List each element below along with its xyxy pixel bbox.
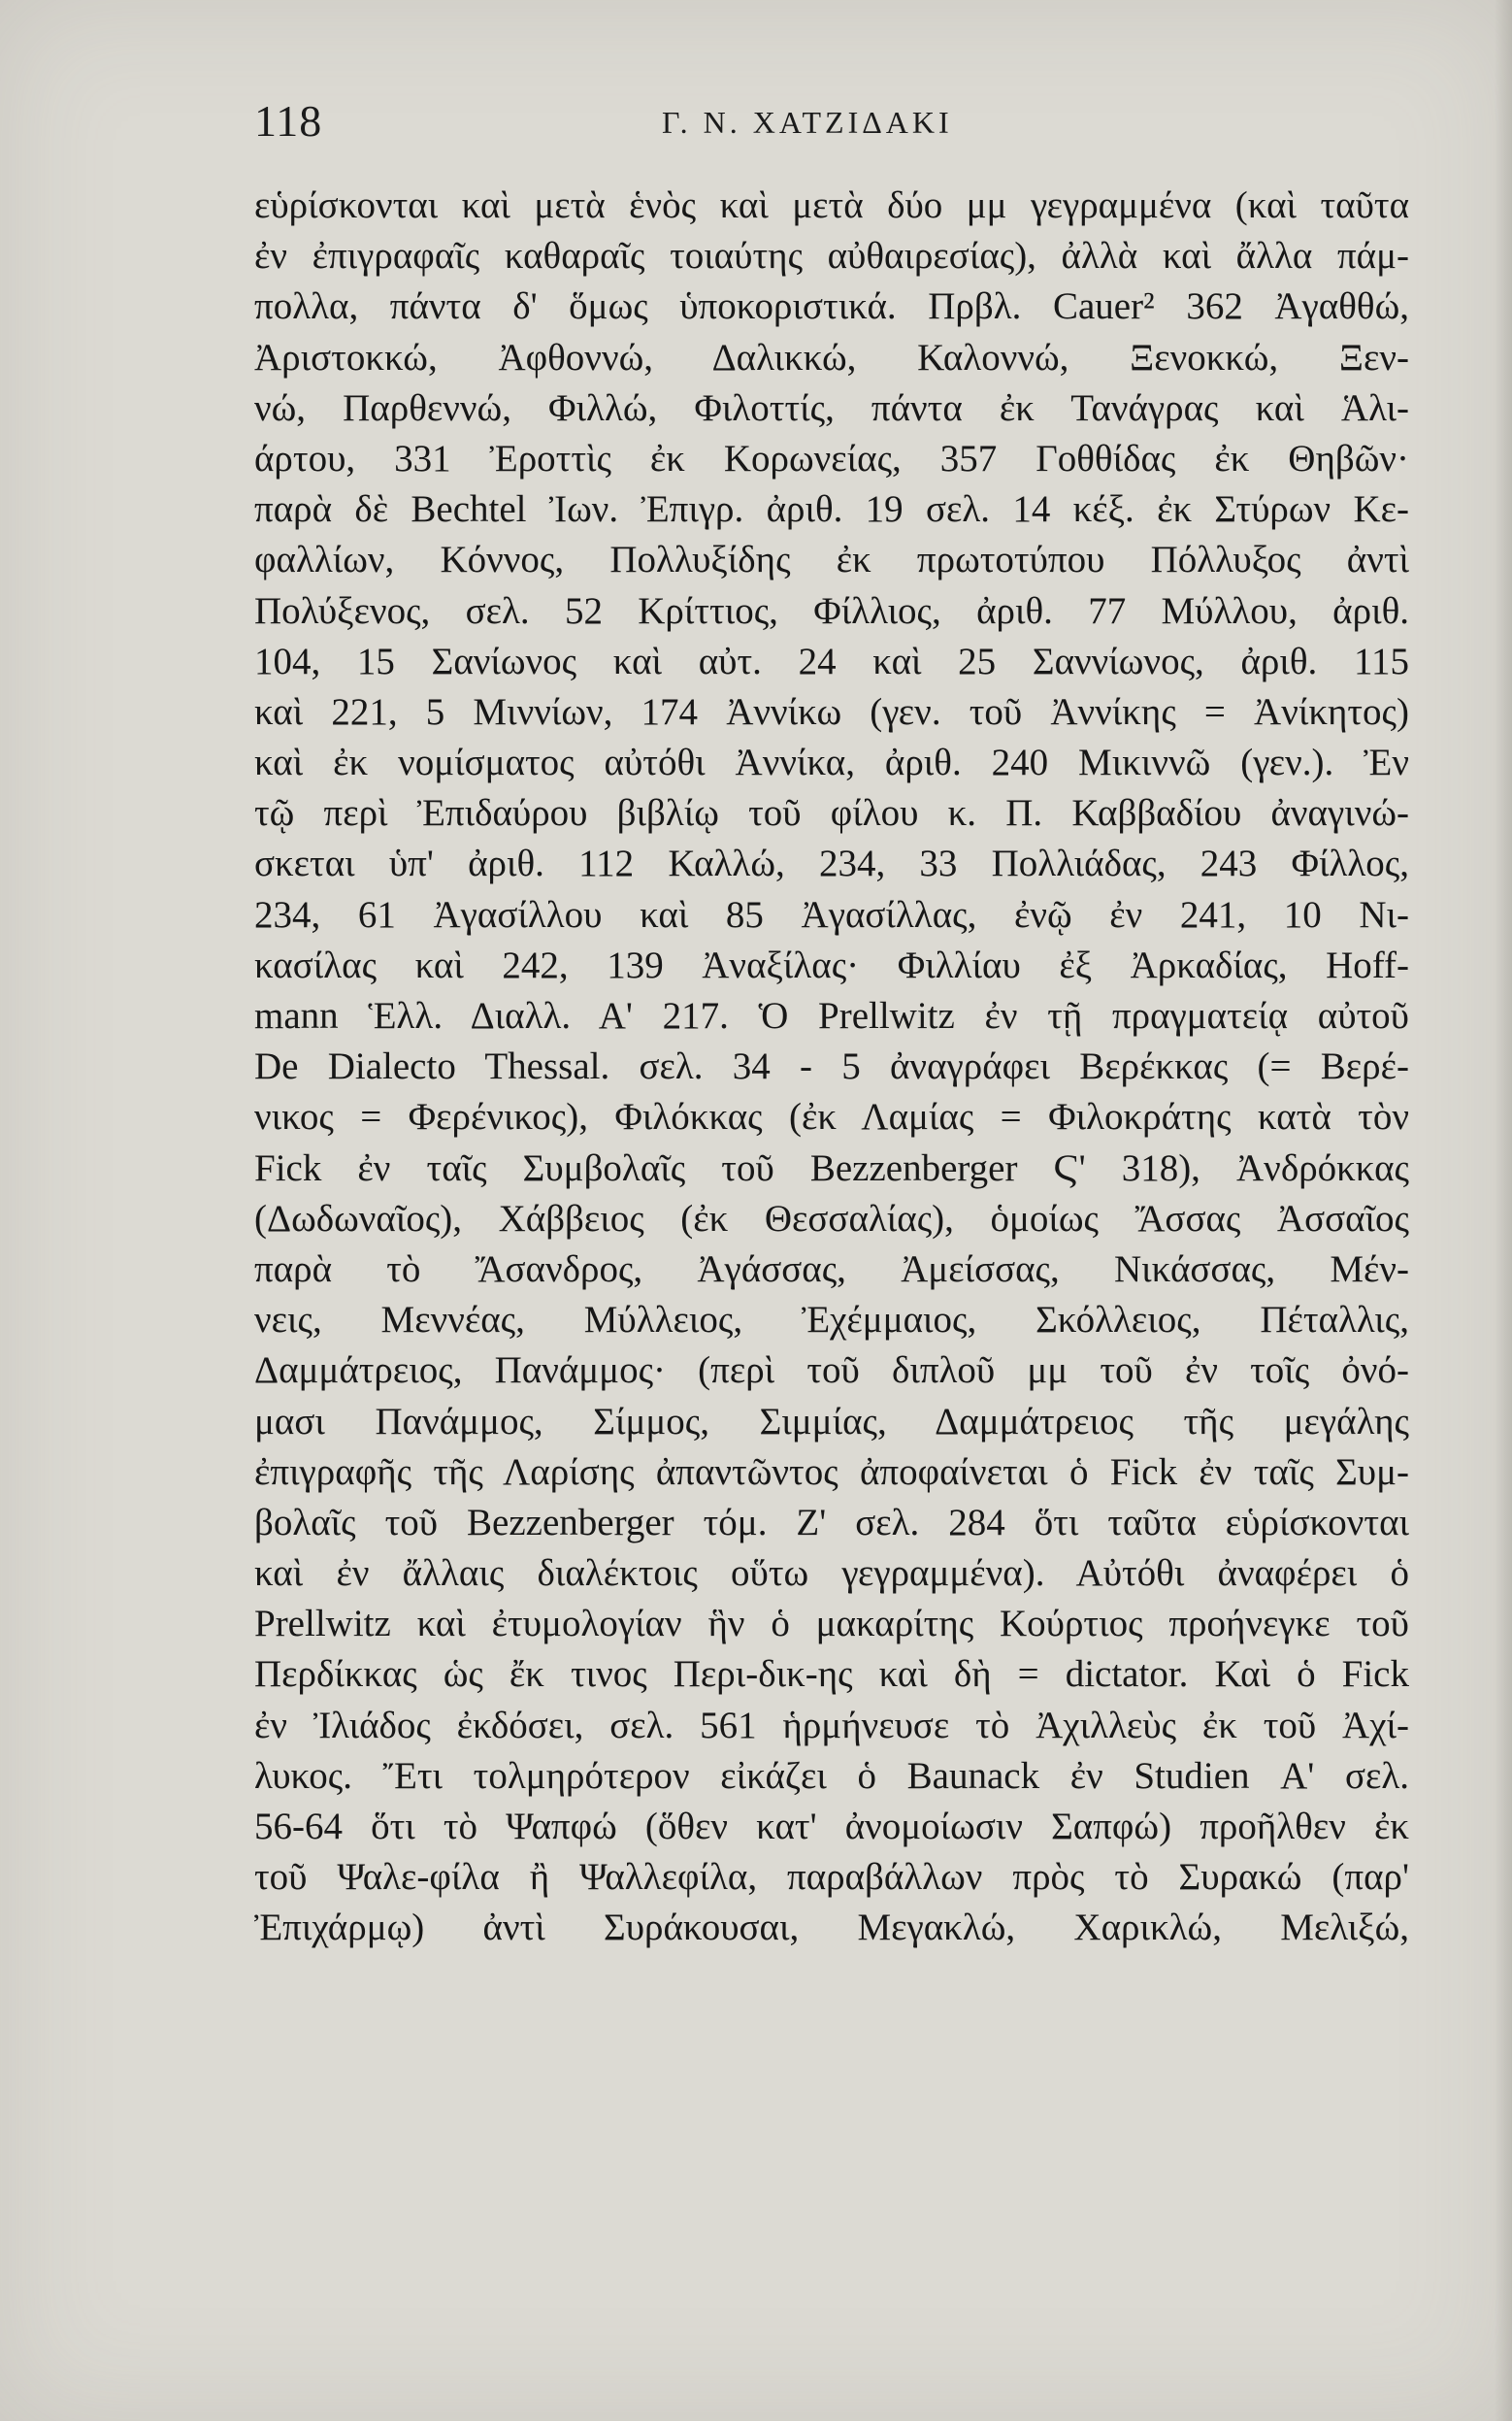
text-line: μασι Πανάμμος, Σίμμος, Σιμμίας, Δαμμάτρειος τῆς μεγάλης: [254, 1400, 1409, 1443]
text-line: Περδίκκας ὡς ἔκ τινος Περι-δικ-ης καὶ δὴ = dictator. Καὶ ὁ Fick: [254, 1653, 1409, 1696]
text-line: 104, 15 Σανίωνος καὶ αὐτ. 24 καὶ 25 Σαννίωνος, ἀριθ. 115: [254, 640, 1409, 682]
text-line: Ἀριστοκκώ, Ἀφθοννώ, Δαλικκώ, Καλοννώ, Ξενοκκώ, Ξεν-: [254, 336, 1409, 379]
text-line: καὶ 221, 5 Μιννίων, 174 Ἀννίκω (γεν. τοῦ Ἀννίκης = Ἀνίκητος): [254, 690, 1409, 733]
text-line: Fick ἐν ταῖς Συμβολαῖς τοῦ Bezzenberger Ϛ' 318), Ἀνδρόκκας: [254, 1146, 1409, 1189]
text-line: νώ, Παρθεννώ, Φιλλώ, Φιλοττίς, πάντα ἐκ Τανάγρας καὶ Ἁλι-: [254, 386, 1409, 429]
text-line: Δαμμάτρειος, Πανάμμος· (περὶ τοῦ διπλοῦ μμ τοῦ ἐν τοῖς ὀνό-: [254, 1349, 1409, 1392]
page-header: [254, 95, 1409, 153]
text-line: καὶ ἐκ νομίσματος αὐτόθι Ἀννίκα, ἀριθ. 240 Μικιννῶ (γεν.). Ἐν: [254, 742, 1409, 784]
text-line: παρὰ δὲ Bechtel Ἰων. Ἐπιγρ. ἀριθ. 19 σελ. 14 κέξ. ἐκ Στύρων Κε-: [254, 488, 1409, 531]
text-line: Prellwitz καὶ ἐτυμολογίαν ἣν ὁ μακαρίτης Κούρτιος προήνεγκε τοῦ: [254, 1603, 1409, 1645]
text-line: νεις, Μεννέας, Μύλλειος, Ἐχέμμαιος, Σκόλλειος, Πέταλλις,: [254, 1299, 1409, 1342]
text-line: (Δωδωναῖος), Χάββειος (ἐκ Θεσσαλίας), ὁμοίως Ἄσσας Ἀσσαῖος: [254, 1197, 1409, 1240]
text-line: φαλλίων, Κόννος, Πολλυξίδης ἐκ πρωτοτύπου Πόλλυξος ἀντὶ: [254, 539, 1409, 581]
text-line: 56-64 ὅτι τὸ Ψαπφώ (ὅθεν κατ' ἀνομοίωσιν Σαπφώ) προῆλθεν ἐκ: [254, 1806, 1409, 1847]
text-line: πολλα, πάντα δ' ὅμως ὑποκοριστικά. Πρβλ. Cauer² 362 Ἀγαθθώ,: [254, 285, 1409, 328]
text-line: λυκος. Ἔτι τολμηρότερον εἰκάζει ὁ Baunack ἐν Studien Α' σελ.: [254, 1754, 1409, 1797]
text-line: κασίλας καὶ 242, 139 Ἀναξίλας· Φιλλίαυ ἐξ Ἀρκαδίας, Hoff-: [254, 944, 1409, 986]
text-line: παρὰ τὸ Ἄσανδρος, Ἀγάσσας, Ἀμείσσας, Νικάσσας, Μέν-: [254, 1247, 1409, 1290]
text-line: Πολύξενος, σελ. 52 Κρίττιος, Φίλλιος, ἀριθ. 77 Μύλλου, ἀριθ.: [254, 589, 1409, 632]
text-line: ἐν ἐπιγραφαῖς καθαραῖς τοιαύτης αὐθαιρεσίας), ἀλλὰ καὶ ἄλλα πάμ-: [254, 235, 1409, 278]
page-edge-shadow: [1495, 0, 1512, 2421]
text-line: άρτου, 331 Ἐροττὶς ἐκ Κορωνείας, 357 Γοθθίδας ἐκ Θηβῶν·: [254, 437, 1409, 480]
text-line: ἐπιγραφῆς τῆς Λαρίσης ἀπαντῶντος ἀποφαίνεται ὁ Fick ἐν ταῖς Συμ-: [254, 1450, 1409, 1493]
text-line: καὶ ἐν ἄλλαις διαλέκτοις οὕτω γεγραμμένα). Αὐτόθι ἀναφέρει ὁ: [254, 1552, 1409, 1595]
text-line: Ἐπιχάρμῳ) ἀντὶ Συράκουσαι, Μεγακλώ, Χαρικλώ, Μελιξώ,: [254, 1907, 1409, 1949]
text-line: mann Ἑλλ. Διαλλ. Α' 217. Ὁ Prellwitz ἐν τῇ πραγματείᾳ αὐτοῦ: [254, 995, 1409, 1037]
text-line: εὑρίσκονται καὶ μετὰ ἑνὸς καὶ μετὰ δύο μμ γεγραμμένα (καὶ ταῦτα: [254, 184, 1409, 226]
text-line: τῷ περὶ Ἐπιδαύρου βιβλίῳ τοῦ φίλου κ. Π. Καββαδίου ἀναγινώ-: [254, 792, 1409, 835]
text-line: De Dialecto Thessal. σελ. 34 - 5 ἀναγράφει Βερέκκας (= Βερέ-: [254, 1045, 1409, 1088]
text-line: ἐν Ἰλιάδος ἐκδόσει, σελ. 561 ἡρμήνευσε τὸ Ἀχιλλεὺς ἐκ τοῦ Ἀχί-: [254, 1704, 1409, 1746]
text-line: τοῦ Ψαλε-φίλα ἢ Ψαλλεφίλα, παραβάλλων πρὸς τὸ Συρακώ (παρ': [254, 1856, 1409, 1899]
body-text: [254, 181, 1409, 1954]
page-number: 118: [254, 96, 323, 146]
text-line: νικος = Φερένικος), Φιλόκκας (ἐκ Λαμίας = Φιλοκράτης κατὰ τὸν: [254, 1096, 1409, 1139]
text-line: βολαῖς τοῦ Bezzenberger τόμ. Ζ' σελ. 284 ὅτι ταῦτα εὑρίσκονται: [254, 1501, 1409, 1543]
text-line: σκεται ὑπ' ἀριθ. 112 Καλλώ, 234, 33 Πολλιάδας, 243 Φίλλος,: [254, 843, 1409, 885]
running-head: Γ. Ν. ΧΑΤΖΙΔΑΚΙ: [662, 105, 953, 140]
text-line: 234, 61 Ἀγασίλλου καὶ 85 Ἀγασίλλας, ἐνῷ ἐν 241, 10 Νι-: [254, 893, 1409, 936]
